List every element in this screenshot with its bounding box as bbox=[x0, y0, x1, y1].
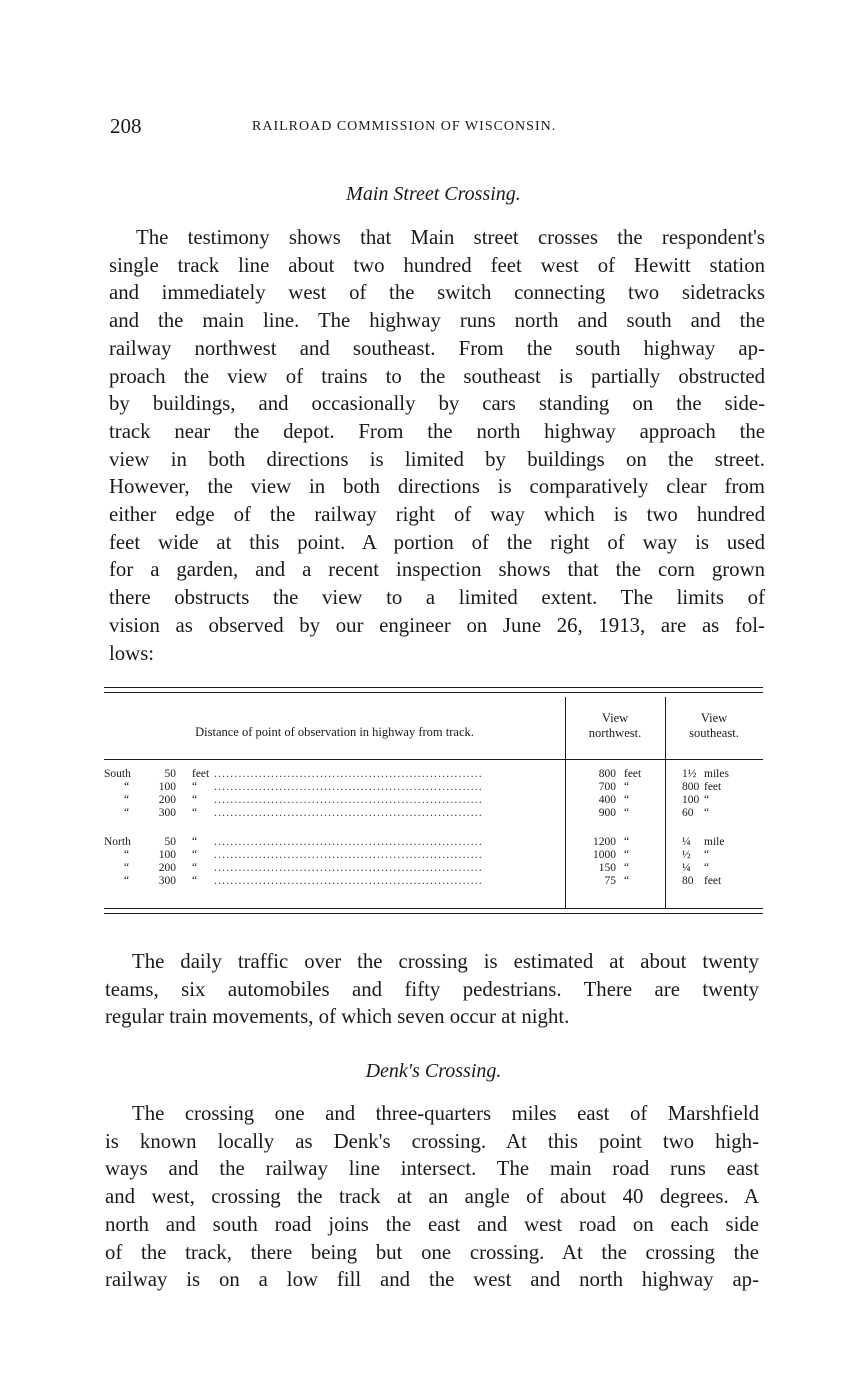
cell-distance: 50 bbox=[164, 836, 176, 848]
paragraph-line: railway northwest and southeast. From the south highway ap- bbox=[109, 336, 765, 360]
paragraph-line: and immediately west of the switch connecting two sidetracks bbox=[109, 281, 765, 305]
cell-direction: “ bbox=[124, 807, 130, 819]
cell-northwest-unit: “ bbox=[624, 836, 630, 848]
header-northwest bbox=[565, 711, 665, 741]
header-southeast bbox=[665, 711, 763, 741]
running-title: RAILROAD COMMISSION OF WISCONSIN. bbox=[252, 119, 557, 134]
paragraph-line: there obstructs the view to a limited extent. The limits of bbox=[109, 586, 765, 610]
cell-southeast: 60 bbox=[682, 807, 694, 819]
table-row bbox=[104, 849, 763, 862]
section-heading-denks: Denk's Crossing. bbox=[365, 1060, 502, 1082]
table-top-rule-inner bbox=[104, 692, 763, 693]
cell-direction: “ bbox=[124, 849, 130, 861]
paragraph-line: by buildings, and occasionally by cars standing on the side- bbox=[109, 392, 765, 416]
paragraph-line: is known locally as Denk's crossing. At this point two high- bbox=[105, 1129, 759, 1153]
cell-northwest-unit: feet bbox=[624, 768, 642, 780]
cell-distance: 50 bbox=[164, 768, 176, 780]
paragraph-line: regular train movements, of which seven occur at night. bbox=[105, 1005, 570, 1029]
cell-southeast: 1½ bbox=[682, 768, 697, 780]
table-bottom-rule-inner bbox=[104, 908, 763, 909]
cell-direction: “ bbox=[124, 862, 130, 874]
leader-dots: .................................................................. bbox=[214, 875, 483, 887]
leader-dots: .................................................................. bbox=[214, 807, 483, 819]
table-row bbox=[104, 781, 763, 794]
table-row bbox=[104, 875, 763, 888]
header-southeast-line: View bbox=[700, 711, 728, 725]
cell-unit: feet bbox=[192, 768, 210, 780]
cell-southeast: ½ bbox=[682, 849, 691, 861]
cell-unit: “ bbox=[192, 875, 198, 887]
cell-direction: “ bbox=[124, 794, 130, 806]
cell-northwest: 150 bbox=[598, 862, 616, 874]
cell-northwest: 400 bbox=[598, 794, 616, 806]
visibility-table bbox=[104, 687, 763, 919]
cell-northwest: 1200 bbox=[593, 836, 616, 848]
paragraph-line: and the main line. The highway runs north and south and the bbox=[109, 309, 765, 333]
main-street-paragraph bbox=[109, 224, 765, 667]
cell-southeast-unit: “ bbox=[704, 862, 710, 874]
cell-distance: 100 bbox=[158, 849, 176, 861]
table-row bbox=[104, 768, 763, 781]
cell-southeast: 100 bbox=[682, 794, 700, 806]
paragraph-line: teams, six automobiles and fifty pedestrians. There are twenty bbox=[105, 977, 759, 1001]
cell-southeast-unit: “ bbox=[704, 794, 710, 806]
paragraph-line: railway is on a low fill and the west and north highway ap- bbox=[105, 1268, 759, 1292]
cell-unit: “ bbox=[192, 807, 198, 819]
paragraph-line: of the track, there being but one crossing. At the crossing the bbox=[105, 1240, 759, 1264]
table-row bbox=[104, 807, 763, 820]
leader-dots: .................................................................. bbox=[214, 794, 483, 806]
cell-distance: 300 bbox=[158, 875, 176, 887]
cell-unit: “ bbox=[192, 862, 198, 874]
paragraph-line: single track line about two hundred feet west of Hewitt station bbox=[109, 253, 765, 277]
cell-southeast: 80 bbox=[682, 875, 694, 887]
header-northwest-line: View bbox=[601, 711, 629, 725]
cell-southeast: ¼ bbox=[682, 836, 691, 848]
leader-dots: .................................................................. bbox=[214, 836, 483, 848]
cell-direction: “ bbox=[124, 875, 130, 887]
paragraph-line: However, the view in both directions is comparatively clear from bbox=[109, 475, 765, 499]
cell-southeast-unit: feet bbox=[704, 875, 722, 887]
denks-paragraph bbox=[105, 1100, 759, 1294]
cell-unit: “ bbox=[192, 836, 198, 848]
cell-distance: 100 bbox=[158, 781, 176, 793]
leader-dots: .................................................................. bbox=[214, 862, 483, 874]
leader-dots: .................................................................. bbox=[214, 781, 483, 793]
cell-northwest-unit: “ bbox=[624, 781, 630, 793]
cell-direction: “ bbox=[124, 781, 130, 793]
header-distance: Distance of point of observation in highway from track. bbox=[195, 725, 474, 739]
cell-northwest: 1000 bbox=[593, 849, 616, 861]
cell-direction: North bbox=[104, 836, 131, 848]
paragraph-line: feet wide at this point. A portion of the right of way is used bbox=[109, 530, 765, 554]
cell-northwest-unit: “ bbox=[624, 849, 630, 861]
paragraph-line: ways and the railway line intersect. The main road runs east bbox=[105, 1157, 759, 1181]
paragraph-line: view in both directions is limited by buildings on the street. bbox=[109, 447, 765, 471]
cell-unit: “ bbox=[192, 781, 198, 793]
paragraph-line: lows: bbox=[109, 641, 155, 665]
paragraph-line: proach the view of trains to the southeast is partially obstructed bbox=[109, 364, 765, 388]
cell-unit: “ bbox=[192, 849, 198, 861]
header-southeast-line: southeast. bbox=[689, 726, 739, 740]
cell-distance: 200 bbox=[158, 794, 176, 806]
leader-dots: .................................................................. bbox=[214, 768, 483, 780]
cell-southeast-unit: miles bbox=[704, 768, 729, 780]
paragraph-line: track near the depot. From the north highway approach the bbox=[109, 419, 765, 443]
cell-southeast: ¼ bbox=[682, 862, 691, 874]
cell-northwest-unit: “ bbox=[624, 875, 630, 887]
paragraph-line: either edge of the railway right of way which is two hundred bbox=[109, 503, 765, 527]
leader-dots: .................................................................. bbox=[214, 849, 483, 861]
cell-northwest: 800 bbox=[598, 768, 616, 780]
table-row bbox=[104, 862, 763, 875]
paragraph-line: north and south road joins the east and west road on each side bbox=[105, 1212, 759, 1236]
cell-northwest: 700 bbox=[598, 781, 616, 793]
cell-northwest-unit: “ bbox=[624, 794, 630, 806]
cell-direction: South bbox=[104, 768, 131, 780]
cell-southeast: 800 bbox=[682, 781, 700, 793]
cell-distance: 200 bbox=[158, 862, 176, 874]
cell-unit: “ bbox=[192, 794, 198, 806]
section-heading-main-street: Main Street Crossing. bbox=[346, 183, 521, 205]
cell-southeast-unit: mile bbox=[704, 836, 725, 848]
table-bottom-rule bbox=[104, 913, 763, 914]
paragraph-line: vision as observed by our engineer on June 26, 1913, are as fol- bbox=[109, 613, 765, 637]
cell-northwest: 900 bbox=[598, 807, 616, 819]
paragraph-line: The daily traffic over the crossing is estimated at about twenty bbox=[132, 950, 759, 973]
table-top-rule bbox=[104, 687, 763, 688]
cell-southeast-unit: feet bbox=[704, 781, 722, 793]
paragraph-line: The crossing one and three-quarters miles east of Marshfield bbox=[132, 1102, 759, 1125]
paragraph-line: The testimony shows that Main street crosses the respondent's bbox=[136, 226, 765, 249]
header-northwest-line: northwest. bbox=[588, 726, 642, 740]
cell-northwest-unit: “ bbox=[624, 862, 630, 874]
table-row bbox=[104, 836, 763, 849]
paragraph-line: and west, crossing the track at an angle of about 40 degrees. A bbox=[105, 1185, 759, 1209]
paragraph-line: for a garden, and a recent inspection shows that the corn grown bbox=[109, 558, 765, 582]
cell-southeast-unit: “ bbox=[704, 849, 710, 861]
page-number: 208 bbox=[110, 114, 142, 138]
cell-distance: 300 bbox=[158, 807, 176, 819]
cell-northwest-unit: “ bbox=[624, 807, 630, 819]
table-row bbox=[104, 794, 763, 807]
cell-southeast-unit: “ bbox=[704, 807, 710, 819]
cell-northwest: 75 bbox=[604, 875, 616, 887]
traffic-paragraph bbox=[105, 948, 759, 1031]
